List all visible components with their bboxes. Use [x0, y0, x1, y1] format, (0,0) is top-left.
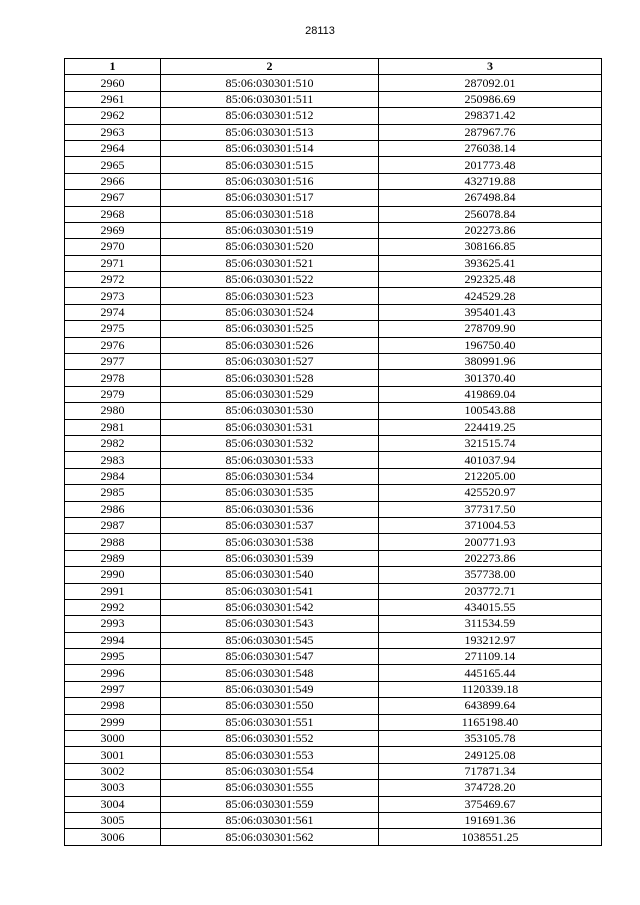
- column-header-1: 1: [65, 59, 161, 75]
- cadastral-number-cell: 85:06:030301:539: [161, 550, 379, 566]
- row-number-cell: 2968: [65, 206, 161, 222]
- value-cell: 250986.69: [379, 91, 602, 107]
- cadastral-number-cell: 85:06:030301:517: [161, 190, 379, 206]
- cadastral-number-cell: 85:06:030301:523: [161, 288, 379, 304]
- table-row: [65, 304, 602, 320]
- row-number-cell: 2990: [65, 567, 161, 583]
- cadastral-number-cell: 85:06:030301:542: [161, 599, 379, 615]
- cadastral-number-cell: 85:06:030301:528: [161, 370, 379, 386]
- cadastral-number-cell: 85:06:030301:562: [161, 829, 379, 845]
- table-row: [65, 829, 602, 845]
- row-number-cell: 3002: [65, 763, 161, 779]
- table-row: [65, 173, 602, 189]
- cadastral-number-cell: 85:06:030301:554: [161, 763, 379, 779]
- cadastral-number-cell: 85:06:030301:549: [161, 681, 379, 697]
- row-number-cell: 2974: [65, 304, 161, 320]
- value-cell: 432719.88: [379, 173, 602, 189]
- table-row: [65, 698, 602, 714]
- value-cell: 193212.97: [379, 632, 602, 648]
- row-number-cell: 2973: [65, 288, 161, 304]
- value-cell: 375469.67: [379, 796, 602, 812]
- value-cell: 371004.53: [379, 517, 602, 533]
- value-cell: 201773.48: [379, 157, 602, 173]
- row-number-cell: 2961: [65, 91, 161, 107]
- row-number-cell: 2988: [65, 534, 161, 550]
- cadastral-number-cell: 85:06:030301:526: [161, 337, 379, 353]
- value-cell: 643899.64: [379, 698, 602, 714]
- cadastral-number-cell: 85:06:030301:559: [161, 796, 379, 812]
- row-number-cell: 2983: [65, 452, 161, 468]
- value-cell: 292325.48: [379, 272, 602, 288]
- table-row: [65, 665, 602, 681]
- cadastral-number-cell: 85:06:030301:520: [161, 239, 379, 255]
- row-number-cell: 2972: [65, 272, 161, 288]
- table-row: [65, 386, 602, 402]
- cadastral-number-cell: 85:06:030301:552: [161, 731, 379, 747]
- table-row: [65, 632, 602, 648]
- table-row: [65, 812, 602, 828]
- table-row: [65, 763, 602, 779]
- table-row: [65, 550, 602, 566]
- column-header-2: 2: [161, 59, 379, 75]
- row-number-cell: 2986: [65, 501, 161, 517]
- row-number-cell: 2981: [65, 419, 161, 435]
- row-number-cell: 2971: [65, 255, 161, 271]
- cadastral-number-cell: 85:06:030301:514: [161, 140, 379, 156]
- value-cell: 353105.78: [379, 731, 602, 747]
- cadastral-number-cell: 85:06:030301:530: [161, 403, 379, 419]
- value-cell: 1165198.40: [379, 714, 602, 730]
- cadastral-number-cell: 85:06:030301:525: [161, 321, 379, 337]
- value-cell: 380991.96: [379, 354, 602, 370]
- value-cell: 298371.42: [379, 108, 602, 124]
- row-number-cell: 2999: [65, 714, 161, 730]
- column-header-3: 3: [379, 59, 602, 75]
- table-row: [65, 452, 602, 468]
- row-number-cell: 2965: [65, 157, 161, 173]
- row-number-cell: 2996: [65, 665, 161, 681]
- cadastral-number-cell: 85:06:030301:538: [161, 534, 379, 550]
- cadastral-number-cell: 85:06:030301:527: [161, 354, 379, 370]
- value-cell: 424529.28: [379, 288, 602, 304]
- row-number-cell: 2991: [65, 583, 161, 599]
- value-cell: 287967.76: [379, 124, 602, 140]
- table-row: [65, 239, 602, 255]
- page-number: 28113: [305, 25, 335, 37]
- table-row: [65, 534, 602, 550]
- row-number-cell: 2970: [65, 239, 161, 255]
- value-cell: 249125.08: [379, 747, 602, 763]
- row-number-cell: 2966: [65, 173, 161, 189]
- cadastral-number-cell: 85:06:030301:551: [161, 714, 379, 730]
- row-number-cell: 2977: [65, 354, 161, 370]
- table-row: [65, 255, 602, 271]
- cadastral-number-cell: 85:06:030301:524: [161, 304, 379, 320]
- cadastral-number-cell: 85:06:030301:555: [161, 780, 379, 796]
- cadastral-number-cell: 85:06:030301:547: [161, 649, 379, 665]
- row-number-cell: 2967: [65, 190, 161, 206]
- table-row: [65, 288, 602, 304]
- value-cell: 191691.36: [379, 812, 602, 828]
- row-number-cell: 3003: [65, 780, 161, 796]
- cadastral-number-cell: 85:06:030301:512: [161, 108, 379, 124]
- value-cell: 308166.85: [379, 239, 602, 255]
- cadastral-number-cell: 85:06:030301:548: [161, 665, 379, 681]
- table-row: [65, 419, 602, 435]
- table-row: [65, 796, 602, 812]
- table-row: [65, 731, 602, 747]
- row-number-cell: 2994: [65, 632, 161, 648]
- cadastral-number-cell: 85:06:030301:550: [161, 698, 379, 714]
- table-row: [65, 435, 602, 451]
- table-row: [65, 681, 602, 697]
- cadastral-number-cell: 85:06:030301:545: [161, 632, 379, 648]
- cadastral-number-cell: 85:06:030301:561: [161, 812, 379, 828]
- row-number-cell: 2962: [65, 108, 161, 124]
- cadastral-number-cell: 85:06:030301:533: [161, 452, 379, 468]
- cadastral-number-cell: 85:06:030301:513: [161, 124, 379, 140]
- row-number-cell: 2995: [65, 649, 161, 665]
- cadastral-number-cell: 85:06:030301:511: [161, 91, 379, 107]
- row-number-cell: 2975: [65, 321, 161, 337]
- table-body: [65, 75, 602, 845]
- cadastral-number-cell: 85:06:030301:519: [161, 222, 379, 238]
- row-number-cell: 2984: [65, 468, 161, 484]
- value-cell: 445165.44: [379, 665, 602, 681]
- row-number-cell: 3006: [65, 829, 161, 845]
- table-row: [65, 780, 602, 796]
- table-row: [65, 649, 602, 665]
- value-cell: 256078.84: [379, 206, 602, 222]
- cadastral-number-cell: 85:06:030301:532: [161, 435, 379, 451]
- cadastral-number-cell: 85:06:030301:543: [161, 616, 379, 632]
- row-number-cell: 2985: [65, 485, 161, 501]
- table-row: [65, 370, 602, 386]
- table-row: [65, 337, 602, 353]
- value-cell: 212205.00: [379, 468, 602, 484]
- table-row: [65, 403, 602, 419]
- table-row: [65, 567, 602, 583]
- table-row: [65, 75, 602, 91]
- value-cell: 374728.20: [379, 780, 602, 796]
- cadastral-number-cell: 85:06:030301:521: [161, 255, 379, 271]
- value-cell: 717871.34: [379, 763, 602, 779]
- value-cell: 196750.40: [379, 337, 602, 353]
- cadastral-number-cell: 85:06:030301:540: [161, 567, 379, 583]
- value-cell: 1120339.18: [379, 681, 602, 697]
- value-cell: 200771.93: [379, 534, 602, 550]
- row-number-cell: 2960: [65, 75, 161, 91]
- table-row: [65, 108, 602, 124]
- row-number-cell: 2982: [65, 435, 161, 451]
- header-row: [65, 59, 602, 75]
- table-row: [65, 157, 602, 173]
- row-number-cell: 2989: [65, 550, 161, 566]
- value-cell: 267498.84: [379, 190, 602, 206]
- value-cell: 276038.14: [379, 140, 602, 156]
- cadastral-number-cell: 85:06:030301:541: [161, 583, 379, 599]
- cadastral-number-cell: 85:06:030301:537: [161, 517, 379, 533]
- table-row: [65, 124, 602, 140]
- row-number-cell: 2987: [65, 517, 161, 533]
- cadastral-number-cell: 85:06:030301:510: [161, 75, 379, 91]
- value-cell: 321515.74: [379, 435, 602, 451]
- data-table: [64, 58, 602, 846]
- value-cell: 301370.40: [379, 370, 602, 386]
- table-row: [65, 354, 602, 370]
- table-row: [65, 583, 602, 599]
- table-row: [65, 517, 602, 533]
- row-number-cell: 2964: [65, 140, 161, 156]
- table-row: [65, 485, 602, 501]
- row-number-cell: 2979: [65, 386, 161, 402]
- table-row: [65, 272, 602, 288]
- table-row: [65, 616, 602, 632]
- row-number-cell: 2998: [65, 698, 161, 714]
- table-row: [65, 321, 602, 337]
- cadastral-number-cell: 85:06:030301:529: [161, 386, 379, 402]
- row-number-cell: 3000: [65, 731, 161, 747]
- value-cell: 434015.55: [379, 599, 602, 615]
- value-cell: 395401.43: [379, 304, 602, 320]
- value-cell: 357738.00: [379, 567, 602, 583]
- row-number-cell: 3004: [65, 796, 161, 812]
- cadastral-number-cell: 85:06:030301:522: [161, 272, 379, 288]
- table-row: [65, 747, 602, 763]
- cadastral-number-cell: 85:06:030301:553: [161, 747, 379, 763]
- value-cell: 401037.94: [379, 452, 602, 468]
- table-row: [65, 468, 602, 484]
- cadastral-number-cell: 85:06:030301:516: [161, 173, 379, 189]
- value-cell: 203772.71: [379, 583, 602, 599]
- cadastral-number-cell: 85:06:030301:534: [161, 468, 379, 484]
- value-cell: 287092.01: [379, 75, 602, 91]
- table-row: [65, 599, 602, 615]
- row-number-cell: 2993: [65, 616, 161, 632]
- table-row: [65, 140, 602, 156]
- row-number-cell: 2980: [65, 403, 161, 419]
- row-number-cell: 2969: [65, 222, 161, 238]
- cadastral-number-cell: 85:06:030301:536: [161, 501, 379, 517]
- table-row: [65, 91, 602, 107]
- table-row: [65, 501, 602, 517]
- value-cell: 278709.90: [379, 321, 602, 337]
- cadastral-number-cell: 85:06:030301:535: [161, 485, 379, 501]
- value-cell: 1038551.25: [379, 829, 602, 845]
- table-row: [65, 222, 602, 238]
- value-cell: 202273.86: [379, 222, 602, 238]
- table-row: [65, 714, 602, 730]
- row-number-cell: 2976: [65, 337, 161, 353]
- value-cell: 202273.86: [379, 550, 602, 566]
- cadastral-number-cell: 85:06:030301:518: [161, 206, 379, 222]
- value-cell: 224419.25: [379, 419, 602, 435]
- value-cell: 271109.14: [379, 649, 602, 665]
- value-cell: 311534.59: [379, 616, 602, 632]
- value-cell: 100543.88: [379, 403, 602, 419]
- table-row: [65, 206, 602, 222]
- row-number-cell: 2997: [65, 681, 161, 697]
- row-number-cell: 2978: [65, 370, 161, 386]
- table-row: [65, 190, 602, 206]
- value-cell: 425520.97: [379, 485, 602, 501]
- cadastral-number-cell: 85:06:030301:531: [161, 419, 379, 435]
- row-number-cell: 2992: [65, 599, 161, 615]
- value-cell: 419869.04: [379, 386, 602, 402]
- value-cell: 393625.41: [379, 255, 602, 271]
- value-cell: 377317.50: [379, 501, 602, 517]
- cadastral-number-cell: 85:06:030301:515: [161, 157, 379, 173]
- row-number-cell: 2963: [65, 124, 161, 140]
- row-number-cell: 3001: [65, 747, 161, 763]
- row-number-cell: 3005: [65, 812, 161, 828]
